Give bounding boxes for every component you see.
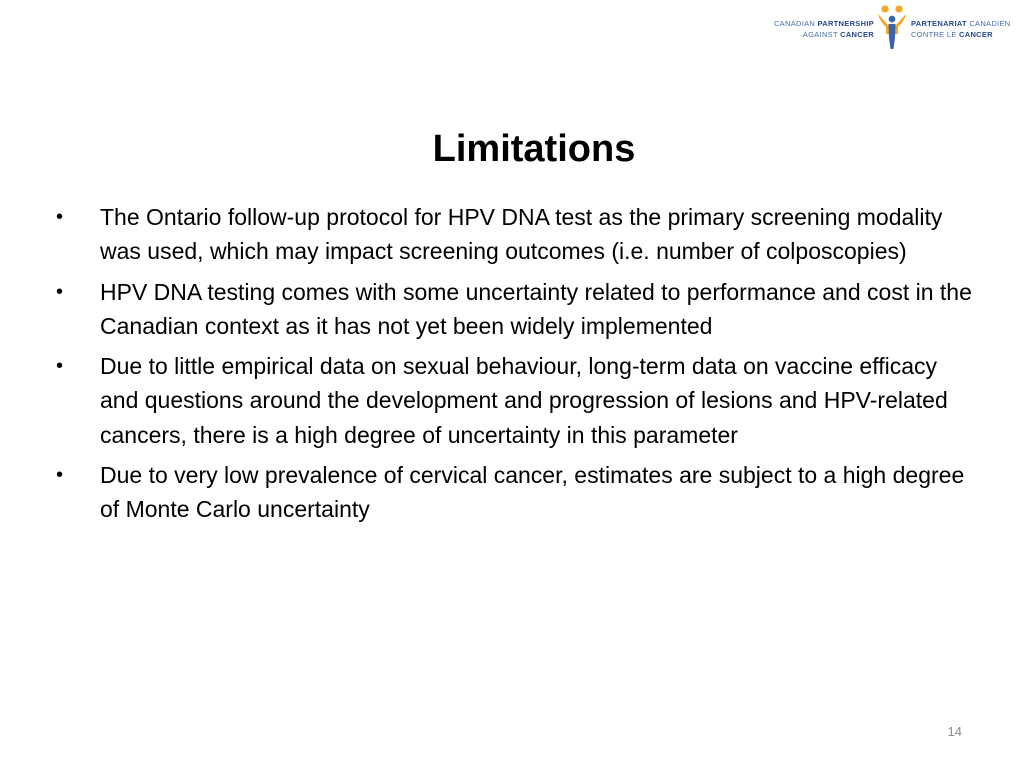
bullet-list (56, 200, 976, 533)
bullet-item (56, 200, 976, 269)
logo-en-line2-light: AGAINST (802, 30, 841, 39)
bullet-item (56, 349, 976, 452)
logo-figures-icon (876, 4, 908, 50)
logo-english-text (774, 18, 874, 40)
logo-en-line1-light: CANADIAN (773, 19, 818, 28)
bullet-glyph: • (56, 206, 64, 228)
logo-en-line1-bold: PARTNERSHIP (817, 19, 874, 28)
bullet-item (56, 275, 976, 344)
logo-en-line2-bold: CANCER (840, 30, 874, 39)
partnership-logo (772, 4, 1012, 50)
logo-french-text (911, 18, 1010, 40)
bullet-text: Due to very low prevalence of cervical cancer, estimates are subject to a high degree of Monte Carlo uncertainty (100, 462, 965, 523)
bullet-text: Due to little empirical data on sexual behaviour, long-term data on vaccine efficacy and questions around the development and progression of lesions and HPV-related cancers, there is a high degree of uncertainty in this parameter (100, 353, 948, 448)
bullet-glyph: • (56, 355, 64, 378)
bullet-text: The Ontario follow-up protocol for HPV DNA test as the primary screening modality was used, which may impact screening outcomes (i.e. number of colposcopies) (100, 204, 943, 265)
bullet-glyph: • (56, 464, 64, 487)
logo-fr-line2-bold: CANCER (959, 30, 993, 39)
bullet-text: HPV DNA testing comes with some uncertainty related to performance and cost in the Canadian context as it has not yet been widely implemented (100, 278, 972, 339)
slide-title: Limitations (432, 128, 636, 170)
bullet-item (56, 458, 976, 527)
logo-fr-line1-bold: PARTENARIAT (911, 19, 967, 28)
logo-fr-line1-light: CANADIEN (966, 19, 1011, 28)
bullet-glyph: • (56, 280, 64, 303)
logo-fr-line2-light: CONTRE LE (911, 30, 960, 39)
page-number: 14 (947, 724, 962, 739)
